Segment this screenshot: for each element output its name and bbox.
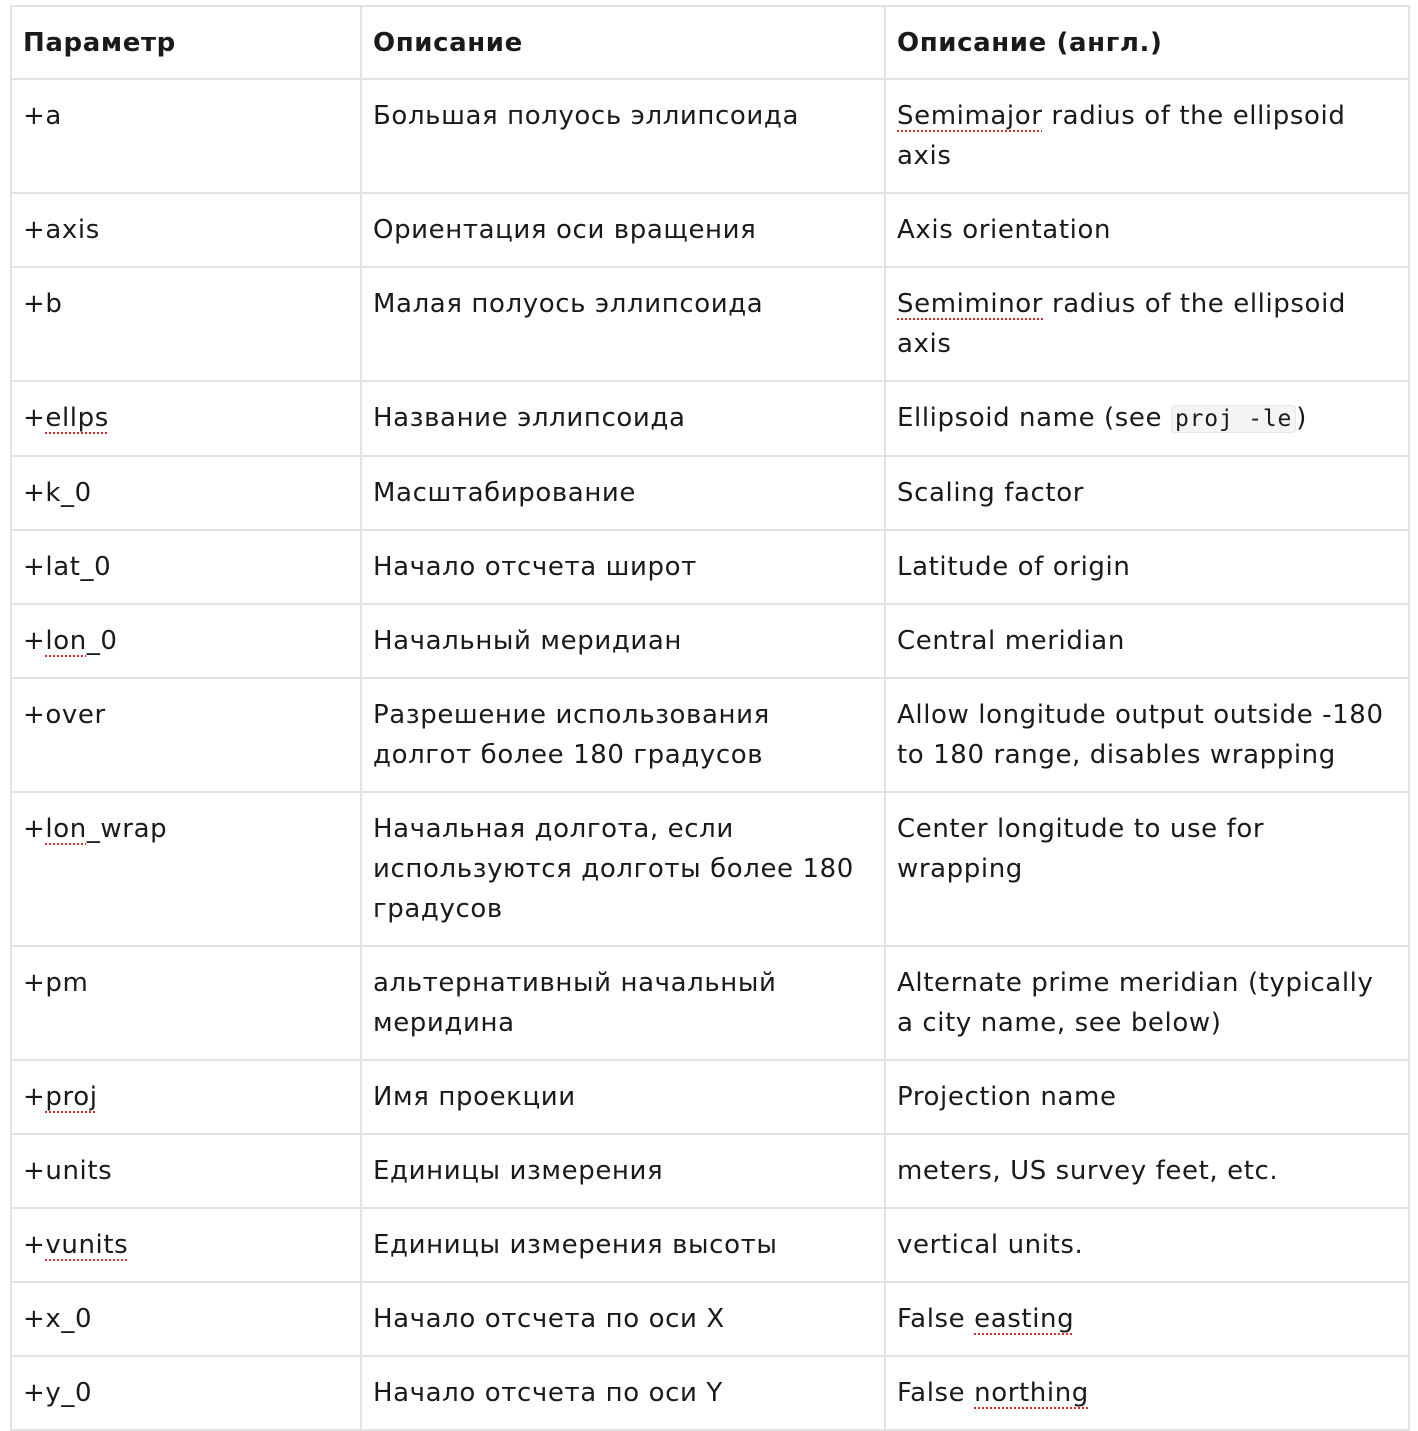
table-row [11, 193, 1409, 267]
table-row [11, 1282, 1409, 1356]
param-name: lon [45, 814, 87, 844]
desc-ru-cell: Начальный меридиан [361, 604, 885, 678]
param-name: lon [45, 626, 87, 656]
table-row [11, 792, 1409, 946]
param-cell [11, 530, 361, 604]
param-prefix: + [23, 289, 46, 319]
param-name: y_0 [45, 1378, 93, 1408]
param-prefix: + [23, 1304, 46, 1334]
desc-en-cell: Projection name [885, 1060, 1409, 1134]
param-cell [11, 1356, 361, 1430]
param-name: over [45, 700, 106, 730]
desc-ru-cell: Имя проекции [361, 1060, 885, 1134]
param-name: k_0 [45, 478, 92, 508]
param-name: pm [45, 968, 89, 998]
param-prefix: + [23, 1082, 46, 1112]
spellcheck-word: Semimajor [897, 101, 1043, 131]
desc-ru-cell: Начало отсчета по оси X [361, 1282, 885, 1356]
param-cell [11, 604, 361, 678]
param-suffix: _0 [86, 626, 118, 656]
desc-en-cell: Latitude of origin [885, 530, 1409, 604]
param-prefix: + [23, 1378, 46, 1408]
desc-en-cell: Center longitude to use for wrapping [885, 792, 1409, 946]
desc-en-cell [885, 1282, 1409, 1356]
table-row [11, 1060, 1409, 1134]
desc-ru-cell: Начало отсчета по оси Y [361, 1356, 885, 1430]
desc-ru-cell: альтернативный начальный меридина [361, 946, 885, 1060]
parameters-table [10, 5, 1410, 1431]
desc-ru-cell: Единицы измерения высоты [361, 1208, 885, 1282]
param-prefix: + [23, 968, 46, 998]
param-name: x_0 [45, 1304, 93, 1334]
param-cell [11, 267, 361, 381]
table-row [11, 267, 1409, 381]
param-cell [11, 456, 361, 530]
table-row [11, 79, 1409, 193]
param-prefix: + [23, 1230, 46, 1260]
param-cell [11, 193, 361, 267]
param-name: proj [45, 1082, 98, 1112]
desc-en-text: False [897, 1304, 975, 1334]
param-prefix: + [23, 478, 46, 508]
desc-ru-cell: Ориентация оси вращения [361, 193, 885, 267]
param-cell [11, 678, 361, 792]
desc-ru-cell: Начальная долгота, если используются долготы более 180 градусов [361, 792, 885, 946]
param-prefix: + [23, 552, 46, 582]
desc-en-text: Ellipsoid name (see [897, 403, 1171, 433]
inline-code: proj -le [1171, 405, 1296, 433]
table-row [11, 1134, 1409, 1208]
desc-en-cell: Axis orientation [885, 193, 1409, 267]
param-prefix: + [23, 626, 46, 656]
desc-en-text: False [897, 1378, 975, 1408]
header-desc-en: Описание (англ.) [885, 6, 1409, 79]
param-name: b [45, 289, 63, 319]
param-name: ellps [45, 403, 109, 433]
desc-ru-cell: Большая полуось эллипсоида [361, 79, 885, 193]
spellcheck-word: easting [974, 1304, 1075, 1334]
desc-en-cell: vertical units. [885, 1208, 1409, 1282]
table-row [11, 946, 1409, 1060]
desc-ru-cell: Начало отсчета широт [361, 530, 885, 604]
header-desc-ru: Описание [361, 6, 885, 79]
desc-ru-cell: Название эллипсоида [361, 381, 885, 456]
param-name: lat_0 [45, 552, 112, 582]
param-prefix: + [23, 700, 46, 730]
param-cell [11, 79, 361, 193]
desc-en-cell: Alternate prime meridian (typically a city name, see below) [885, 946, 1409, 1060]
param-cell [11, 381, 361, 456]
desc-ru-cell: Малая полуось эллипсоида [361, 267, 885, 381]
param-prefix: + [23, 101, 46, 131]
desc-en-cell [885, 381, 1409, 456]
table-row [11, 678, 1409, 792]
spellcheck-word: northing [974, 1378, 1089, 1408]
param-cell [11, 1134, 361, 1208]
param-prefix: + [23, 215, 46, 245]
desc-en-cell: Allow longitude output outside -180 to 180 range, disables wrapping [885, 678, 1409, 792]
desc-en-text: ) [1296, 403, 1307, 433]
param-name: axis [45, 215, 100, 245]
param-name: vunits [45, 1230, 129, 1260]
param-prefix: + [23, 403, 46, 433]
header-row [11, 6, 1409, 79]
table-row [11, 456, 1409, 530]
param-suffix: _wrap [86, 814, 168, 844]
desc-ru-cell: Масштабирование [361, 456, 885, 530]
desc-en-cell [885, 267, 1409, 381]
table-row [11, 1356, 1409, 1430]
desc-en-cell: Scaling factor [885, 456, 1409, 530]
desc-en-cell [885, 79, 1409, 193]
desc-en-cell: meters, US survey feet, etc. [885, 1134, 1409, 1208]
desc-en-text: radius of the ellipsoid axis [897, 101, 1346, 171]
desc-ru-cell: Разрешение использования долгот более 180 градусов [361, 678, 885, 792]
param-cell [11, 1208, 361, 1282]
param-cell [11, 792, 361, 946]
param-cell [11, 946, 361, 1060]
param-cell [11, 1282, 361, 1356]
param-name: a [45, 101, 62, 131]
table-row [11, 381, 1409, 456]
spellcheck-word: Semiminor [897, 289, 1044, 319]
header-param: Параметр [11, 6, 361, 79]
desc-en-text: radius of the ellipsoid axis [897, 289, 1346, 359]
table-row [11, 1208, 1409, 1282]
param-prefix: + [23, 1156, 46, 1186]
param-name: units [45, 1156, 113, 1186]
desc-en-cell [885, 1356, 1409, 1430]
table-row [11, 530, 1409, 604]
desc-en-cell: Central meridian [885, 604, 1409, 678]
table-row [11, 604, 1409, 678]
desc-ru-cell: Единицы измерения [361, 1134, 885, 1208]
param-cell [11, 1060, 361, 1134]
param-prefix: + [23, 814, 46, 844]
